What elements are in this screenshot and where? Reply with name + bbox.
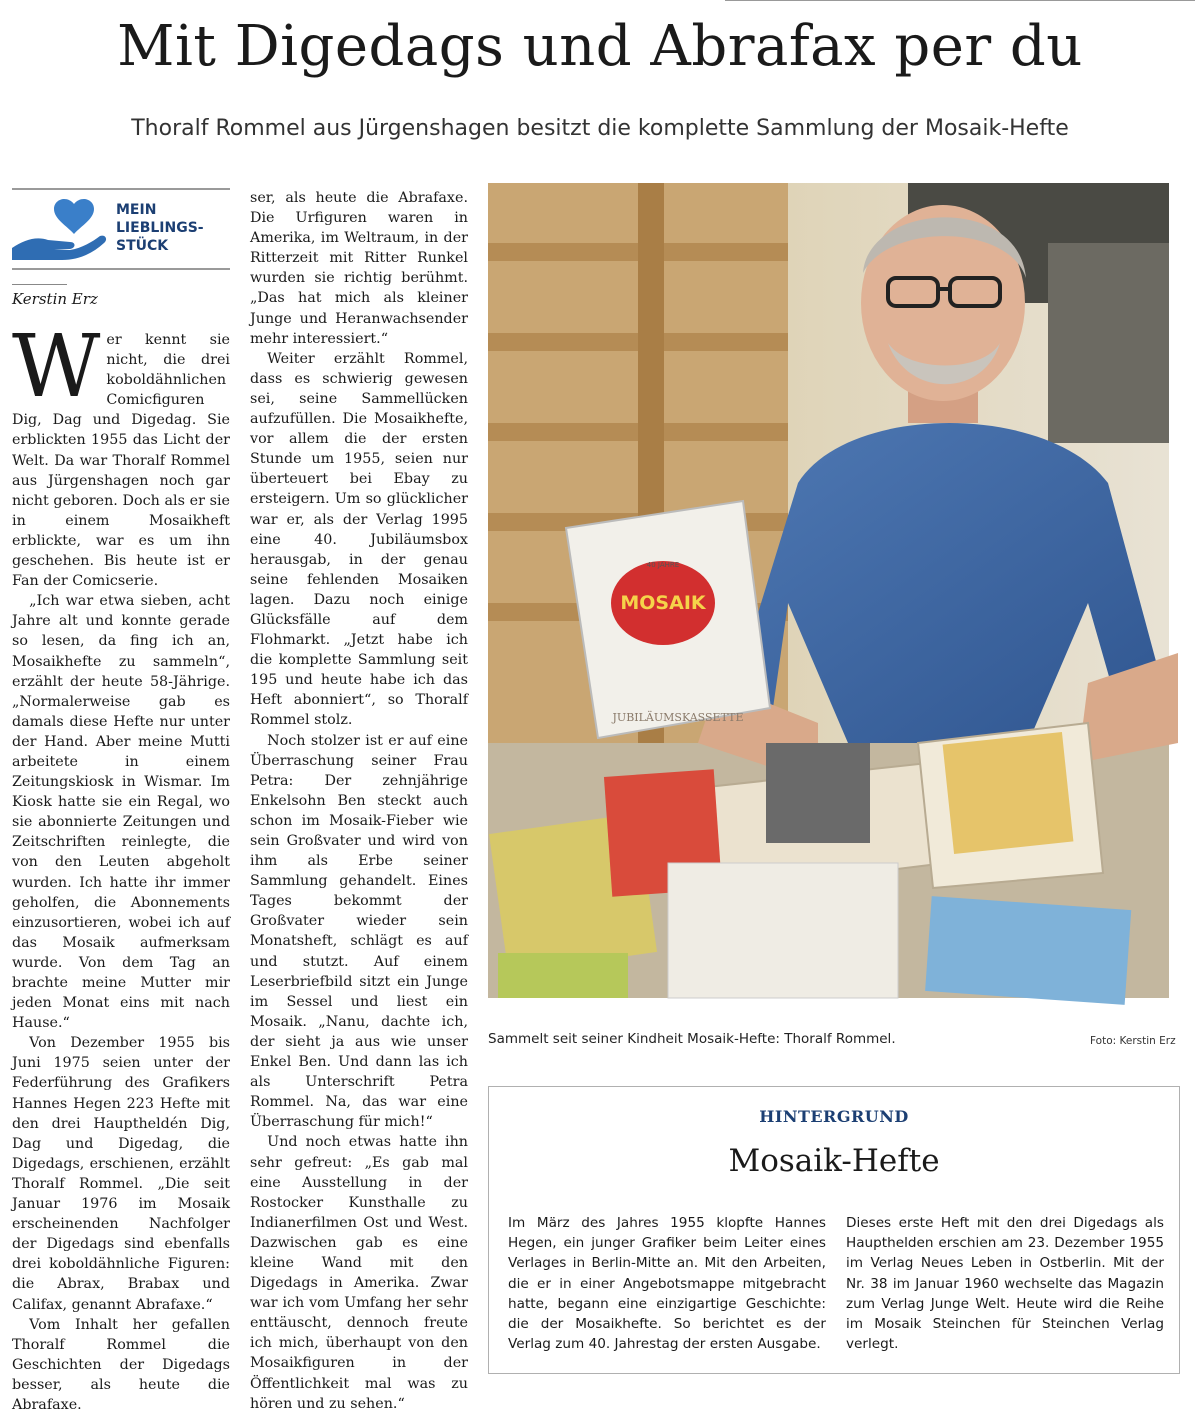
photo-box-badge: 40 JAHRE [646,561,680,569]
rubric-label: MEIN LIEBLINGS- STÜCK [116,202,204,254]
article-paragraph: Noch stolzer ist er auf eine Überraschung seiner Frau Petra: Der zehnjährige Enkelsohn Ben steckt auch schon im Mosaik-Fieber wie sein Großvater und wird von ihm als Erbe seiner Sammlung gehandelt. Eines Tages bekommt der Großvater wieder sein Monatsheft, schlägt es auf und stutzt. Auf einem Leserbriefbild sitzt ein Junge im Sessel und liest ein Mosaik. „Nanu, dachte ich, der sieht ja aus wie unser Enkel Ben. Und dann las ich als Unterschrift Petra Rommel. Na, das war eine Überraschung für mich!“ [250,732,468,1131]
infobox-kicker: HINTERGRUND [759,1107,909,1126]
infobox-title: Mosaik-Hefte [728,1143,940,1179]
article-column-1 [12,317,230,1413]
dropcap: W [12,317,101,417]
article-column-2 [250,188,468,1412]
author-rule [12,284,67,285]
author-byline: Kerstin Erz [12,290,98,308]
article-photo [488,183,1169,998]
infobox-column-1: Im März des Jahres 1955 klopfte Hannes Hegen, ein junger Grafiker beim Leiter eines Verlages in Berlin-Mitte an. Mit den Arbeiten, die er in einer Angebotsmappe mitgebracht hatte, begann eine einzigartige Geschichte: die der Mosaikhefte. So berichtet es der Verlag zum 40. Jahrestag der ersten Ausgabe. [508,1215,826,1353]
article-paragraph: Und noch etwas hatte ihn sehr gefreut: „Es gab mal eine Ausstellung in der Rostocker Kunsthalle zu Indianerfilmen Ost und West. Dazwischen gab es eine kleine Wand mit den Digedags in Amerika. Zwar war ich vom Umfang her sehr enttäuscht, dennoch freute ich mich, überhaupt von den Mosaikfiguren in der Öffentlichkeit mal was zu hören und zu sehen.“ [250,1134,468,1412]
photo-box-brand: MOSAIK [620,592,706,614]
heart-in-hand-icon [12,196,108,264]
photo-credit: Foto: Kerstin Erz [1090,1035,1176,1047]
article-paragraph: Von Dezember 1955 bis Juni 1975 seien unter der Federführung des Grafikers Hannes Hegen 223 Hefte mit den drei Hauptheldén Dig, Dag und Digedag, die Digedags, erschienen, erzählt Thoralf Rommel. „Die seit Januar 1976 im Mosaik erscheinenden Nachfolger der Digedags sind ebenfalls drei koboldähnliche Figuren: die Abrax, Brabax und Califax, genannt Abrafaxe.“ [12,1035,230,1313]
top-rule [725,0,1195,1]
article-paragraph: Wer kennt sie nicht, die drei koboldähnlichen Comicfiguren Dig, Dag und Digedag. Sie erblickten 1955 das Licht der Welt. Da war Thoralf Rommel aus Jürgenshagen noch gar nicht geboren. Doch als er sie in einem Mosaikheft erblickte, war es um ihn geschehen. Bis heute ist er Fan der Comicserie. [12,317,230,590]
photo-caption: Sammelt seit seiner Kindheit Mosaik-Hefte: Thoralf Rommel. [488,1031,896,1047]
headline: Mit Digedags und Abrafax per du [117,14,1083,79]
infobox-column-2: Dieses erste Heft mit den drei Digedags als Haupthelden erschien am 23. Dezember 1955 im Verlag Neues Leben in Ostberlin. Mit der Nr. 38 im Januar 1960 wechselte das Magazin zum Verlag Junge Welt. Heute wird die Reihe im Mosaik Steinchen für Steinchen Verlag verlegt. [846,1215,1164,1353]
article-paragraph: „Ich war etwa sieben, acht Jahre alt und konnte gerade so lesen, da fing ich an, Mosaikhefte zu sammeln“, erzählt der heute 58-Jährige. „Normalerweise gab es damals diese Hefte nur unter der Hand. Aber meine Mutti arbeitete in einem Zeitungskiosk in Wismar. Im Kiosk hatte sie ein Regal, wo sie abonnierte Zeitungen und Zeitschriften reinlegte, die von den Leuten abgeholt wurden. Ich hatte ihr immer geholfen, die Abonnements einzusortieren, wobei ich auf das Mosaik aufmerksam wurde. Von dem Tag an brachte meine Mutter mir jeden Monat eins mit nach Hause.“ [12,593,230,1032]
article-paragraph: Weiter erzählt Rommel, dass es schwierig gewesen sei, seine Sammellücken aufzufüllen. Die Mosaikhefte, vor allem die der ersten Stunde um 1955, seien nur überteuert bei Ebay zu ersteigern. Um so glücklicher war er, als der Verlag 1995 eine 40. Jubiläumsbox herausgab, in der genau seine fehlenden Mosaiken lagen. Dazu noch einige Glücksfälle auf dem Flohmarkt. „Jetzt habe ich die komplette Sammlung seit 195 und heute habe ich das Heft abonniert“, so Thoralf Rommel stolz. [250,350,468,729]
article-paragraph: Vom Inhalt her gefallen Thoralf Rommel die Geschichten der Digedags besser, als heute die Abrafaxe. [12,1316,230,1413]
photo-box-label: JUBILÄUMSKASSETTE [612,711,744,724]
article-paragraph: ser, als heute die Abrafaxe. Die Urfiguren waren in Amerika, im Weltraum, in der Ritterzeit mit Ritter Runkel wurden sie richtig berühmt. „Das hat mich als kleiner Junge und Heranwachsender mehr interessiert.“ [250,190,468,347]
subheadline: Thoralf Rommel aus Jürgenshagen besitzt die komplette Sammlung der Mosaik-Hefte [131,116,1069,141]
